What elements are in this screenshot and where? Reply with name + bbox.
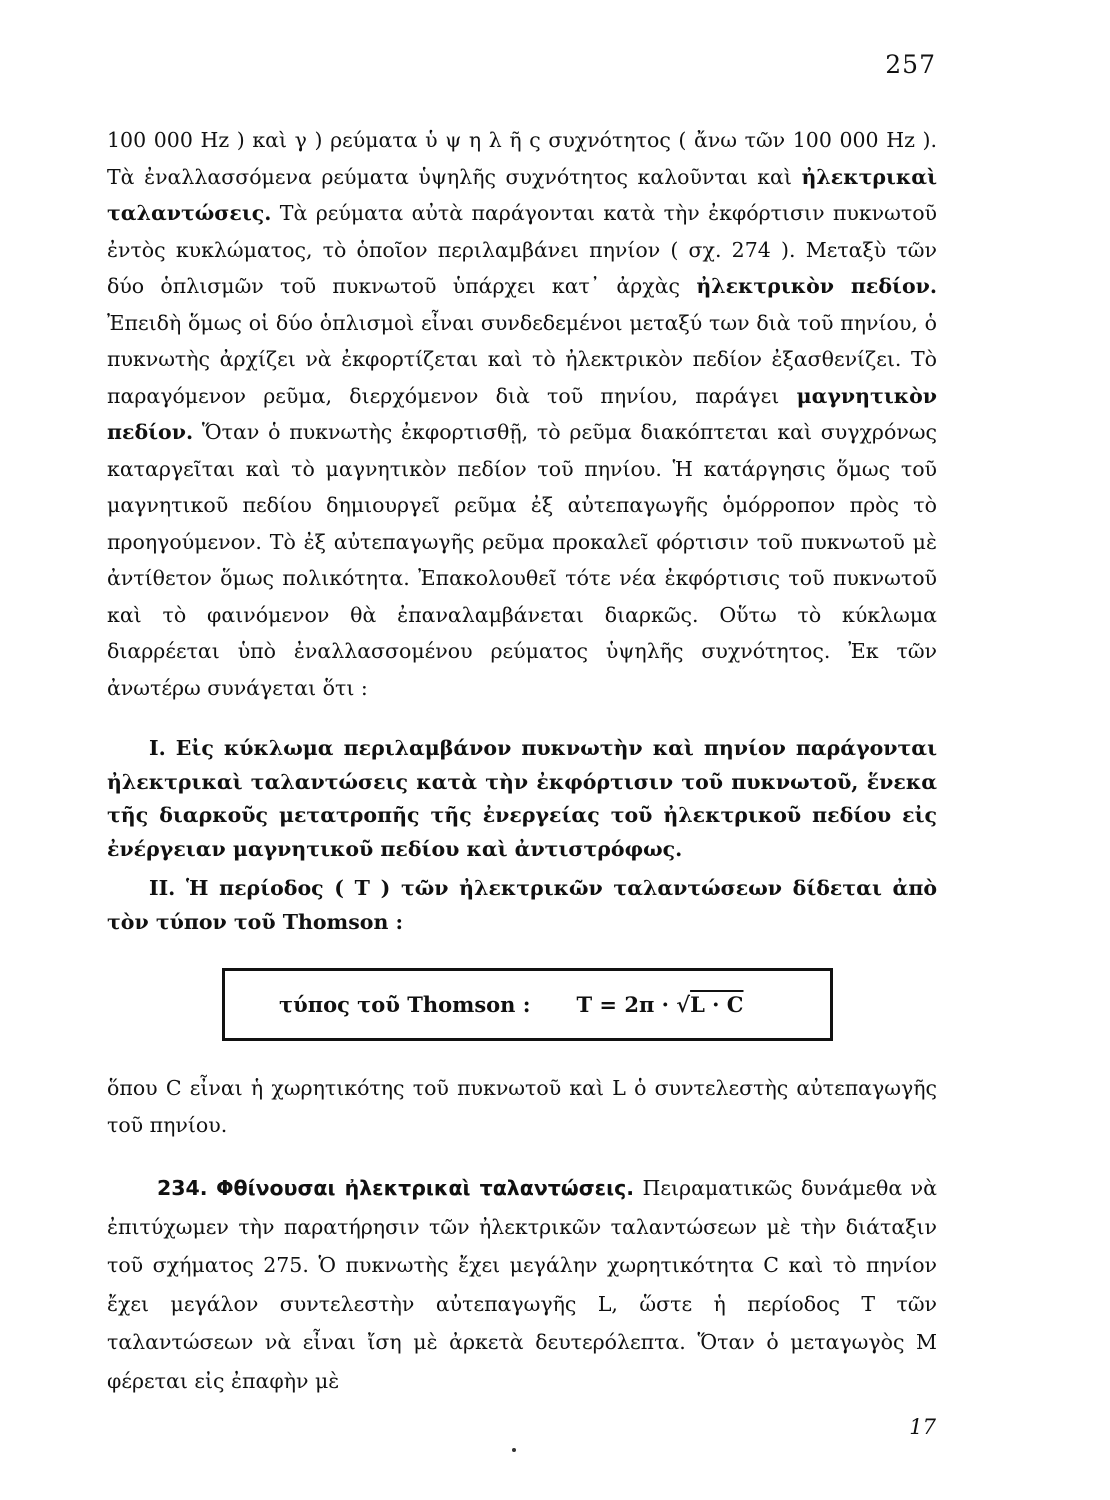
paragraph-text: Ἐπειδὴ ὅμως οἱ δύο ὁπλισμοὶ εἶναι συνδεδεμένοι μεταξύ των διὰ τοῦ πηνίου, ὁ πυκνωτὴς ἀρχίζει νὰ ἐκφορτίζεται καὶ τὸ ἠλεκτρικὸν πεδίον ἐξασθενίζει. Τὸ παραγόμενον ρεῦμα, διερχόμενον διὰ τοῦ πηνίου, παράγει [107, 310, 937, 408]
section-234 [107, 1169, 937, 1400]
section-number: 234. [157, 1176, 208, 1200]
rule-one-text: I. Εἰς κύκλωμα περιλαμβάνον πυκνωτὴν καὶ πηνίον παράγονται ἠλεκτρικαὶ ταλαντώσεις κατὰ τὴν ἐκφόρτισιν τοῦ πυκνωτοῦ, ἕνεκα τῆς διαρκοῦς μετατροπῆς τῆς ἐνεργείας τοῦ ἠλεκτρικοῦ πεδίου εἰς ἐνέργειαν μαγνητικοῦ πεδίου καὶ ἀντιστρόφως. [107, 736, 937, 861]
square-root-icon: √ [676, 992, 691, 1017]
body-paragraph [107, 122, 937, 706]
rule-two [107, 872, 937, 939]
formula-radicand: L · C [690, 992, 744, 1017]
emphasis-term: ἠλεκτρικὸν πεδίον. [696, 274, 937, 298]
thomson-formula-box [222, 968, 833, 1041]
formula-explanation-text: ὅπου C εἶναι ἡ χωρητικότης τοῦ πυκνωτοῦ καὶ L ὁ συντελεστὴς αὐτεπαγωγῆς τοῦ πηνίου. [107, 1076, 937, 1137]
emphasis-term: μαγνητικὸν πεδίον. [107, 383, 937, 444]
section-title: Φθίνουσαι ἠλεκτρικαὶ ταλαντώσεις. [216, 1176, 635, 1200]
section-text: Πειραματικῶς δυνάμεθα νὰ ἐπιτύχωμεν τὴν παρατήρησιν τῶν ἠλεκτρικῶν ταλαντώσεων μὲ τὴν διάταξιν τοῦ σχήματος 275. Ὁ πυκνωτὴς ἔχει μεγάλην χωρητικότητα C καὶ τὸ πηνίον ἔχει μεγάλον συντελεστὴν αὐτεπαγωγῆς L, ὥστε ἡ περίοδος T τῶν ταλαντώσεων νὰ εἶναι ἴση μὲ ἀρκετὰ δευτερόλεπτα. Ὅταν ὁ μεταγωγὸς M φέρεται εἰς ἐπαφὴν μὲ [107, 1176, 937, 1393]
signature-mark: 17 [909, 1415, 936, 1439]
rule-one [107, 732, 937, 866]
paragraph-text: Ὅταν ὁ πυκνωτὴς ἐκφορτισθῇ, τὸ ρεῦμα διακόπτεται καὶ συγχρόνως καταργεῖται καὶ τὸ μαγνητικὸν πεδίον τοῦ πηνίου. Ἡ κατάργησις ὅμως τοῦ μαγνητικοῦ πεδίου δημιουργεῖ ρεῦμα ἐξ αὐτεπαγωγῆς ὁμόρροπον πρὸς τὸ προηγούμενον. Τὸ ἐξ αὐτεπαγωγῆς ρεῦμα προκαλεῖ φόρτισιν τοῦ πυκνωτοῦ μὲ ἀντίθετον ὅμως πολικότητα. Ἐπακολουθεῖ τότε νέα ἐκφόρτισις τοῦ πυκνωτοῦ καὶ τὸ φαινόμενον θὰ ἐπαναλαμβάνεται διαρκῶς. Οὕτω τὸ κύκλωμα διαρρέεται ὑπὸ ἐναλλασσομένου ρεύματος ὑψηλῆς συχνότητος. Ἐκ τῶν ἀνωτέρω συνάγεται ὅτι : [107, 420, 937, 700]
formula-lhs: T = 2π · [576, 992, 677, 1017]
paragraph-text: 100 000 Hz ) καὶ γ ) ρεύματα ὑ ψ η λ ῆ ς συχνότητος ( ἄνω τῶν 100 000 Hz ). Τὰ ἐναλλασσόμενα ρεύματα ὑψηλῆς συχνότητος καλοῦνται καὶ [107, 128, 937, 189]
rule-two-text: II. Ἡ περίοδος ( T ) τῶν ἠλεκτρικῶν ταλαντώσεων δίδεται ἀπὸ τὸν τύπον τοῦ Thomson : [107, 876, 937, 934]
print-dot [512, 1448, 516, 1452]
formula-label: τύπος τοῦ Thomson : [279, 992, 531, 1017]
emphasis-term: ἠλεκτρικαὶ ταλαντώσεις. [107, 164, 937, 225]
page-number: 257 [885, 50, 936, 79]
formula-expression [576, 992, 743, 1017]
paragraph-text: Τὰ ρεύματα αὐτὰ παράγονται κατὰ τὴν ἐκφόρτισιν πυκνωτοῦ ἐντὸς κυκλώματος, τὸ ὁποῖον περιλαμβάνει πηνίον ( σχ. 274 ). Μεταξὺ τῶν δύο ὁπλισμῶν τοῦ πυκνωτοῦ ὑπάρχει κατ᾽ ἀρχὰς [107, 201, 937, 298]
formula-explanation [107, 1070, 937, 1143]
